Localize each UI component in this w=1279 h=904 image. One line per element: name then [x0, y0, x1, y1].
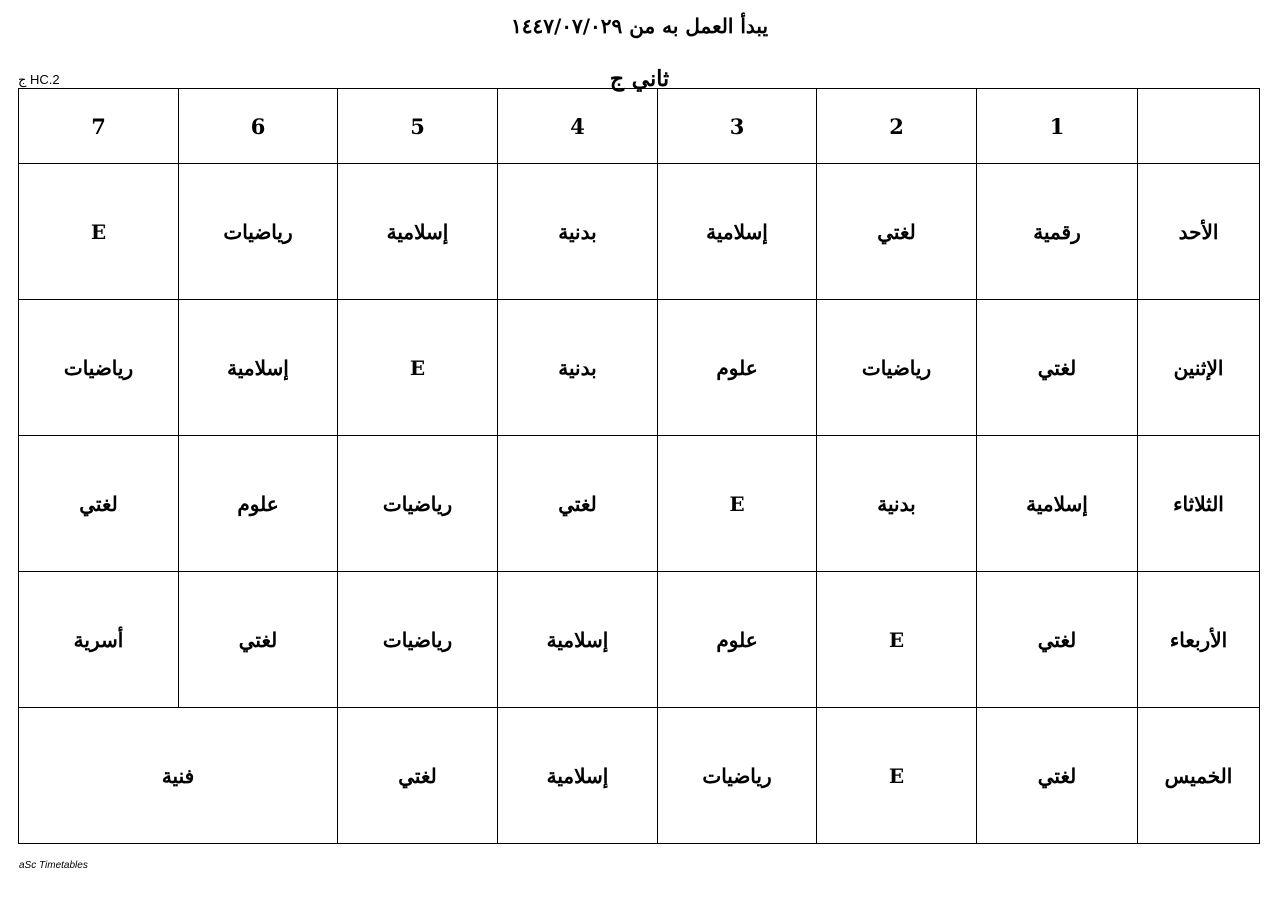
- lesson-cell: بدنية: [498, 300, 658, 436]
- day-row-wednesday: [19, 572, 1260, 708]
- lesson-cell: إسلامية: [658, 164, 817, 300]
- lesson-cell: لغتي: [19, 436, 179, 572]
- timetable: [18, 88, 1260, 844]
- day-row-thursday: [19, 708, 1260, 844]
- period-header: 7: [19, 89, 179, 164]
- lesson-cell: رياضيات: [338, 436, 498, 572]
- day-label: الأحد: [1138, 164, 1260, 300]
- footer-credit: aSc Timetables: [19, 860, 88, 871]
- lesson-cell: رياضيات: [658, 708, 817, 844]
- lesson-cell: إسلامية: [977, 436, 1138, 572]
- lesson-cell: بدنية: [817, 436, 977, 572]
- lesson-cell: رياضيات: [338, 572, 498, 708]
- lesson-cell: E: [19, 164, 179, 300]
- period-header: 6: [179, 89, 338, 164]
- lesson-cell: إسلامية: [338, 164, 498, 300]
- period-header: 5: [338, 89, 498, 164]
- lesson-cell: لغتي: [338, 708, 498, 844]
- lesson-cell: رياضيات: [19, 300, 179, 436]
- day-label: الخميس: [1138, 708, 1260, 844]
- lesson-cell: لغتي: [817, 164, 977, 300]
- corner-cell: [1138, 89, 1260, 164]
- lesson-cell: رقمية: [977, 164, 1138, 300]
- lesson-cell: لغتي: [977, 300, 1138, 436]
- lesson-cell: علوم: [179, 436, 338, 572]
- lesson-cell: إسلامية: [498, 708, 658, 844]
- lesson-cell: علوم: [658, 300, 817, 436]
- lesson-cell: لغتي: [179, 572, 338, 708]
- lesson-cell: E: [338, 300, 498, 436]
- lesson-cell: رياضيات: [817, 300, 977, 436]
- lesson-cell: إسلامية: [498, 572, 658, 708]
- lesson-cell: E: [658, 436, 817, 572]
- lesson-cell: لغتي: [977, 708, 1138, 844]
- period-header: 3: [658, 89, 817, 164]
- day-label: الثلاثاء: [1138, 436, 1260, 572]
- lesson-cell: فنية: [19, 708, 338, 844]
- lesson-cell: علوم: [658, 572, 817, 708]
- day-label: الأربعاء: [1138, 572, 1260, 708]
- lesson-cell: رياضيات: [179, 164, 338, 300]
- day-label: الإثنين: [1138, 300, 1260, 436]
- day-row-tuesday: [19, 436, 1260, 572]
- class-code: ج HC.2: [18, 72, 60, 87]
- day-row-monday: [19, 300, 1260, 436]
- period-header: 2: [817, 89, 977, 164]
- day-row-sunday: [19, 164, 1260, 300]
- class-name: ثاني ج: [609, 66, 670, 92]
- lesson-cell: إسلامية: [179, 300, 338, 436]
- period-header-row: [19, 89, 1260, 164]
- period-header: 4: [498, 89, 658, 164]
- lesson-cell: لغتي: [498, 436, 658, 572]
- period-header: 1: [977, 89, 1138, 164]
- lesson-cell: لغتي: [977, 572, 1138, 708]
- lesson-cell: E: [817, 708, 977, 844]
- page-title: يبدأ العمل به من ١٤٤٧/٠٧/٠٢٩: [510, 14, 769, 38]
- lesson-cell: أسرية: [19, 572, 179, 708]
- lesson-cell: E: [817, 572, 977, 708]
- lesson-cell: بدنية: [498, 164, 658, 300]
